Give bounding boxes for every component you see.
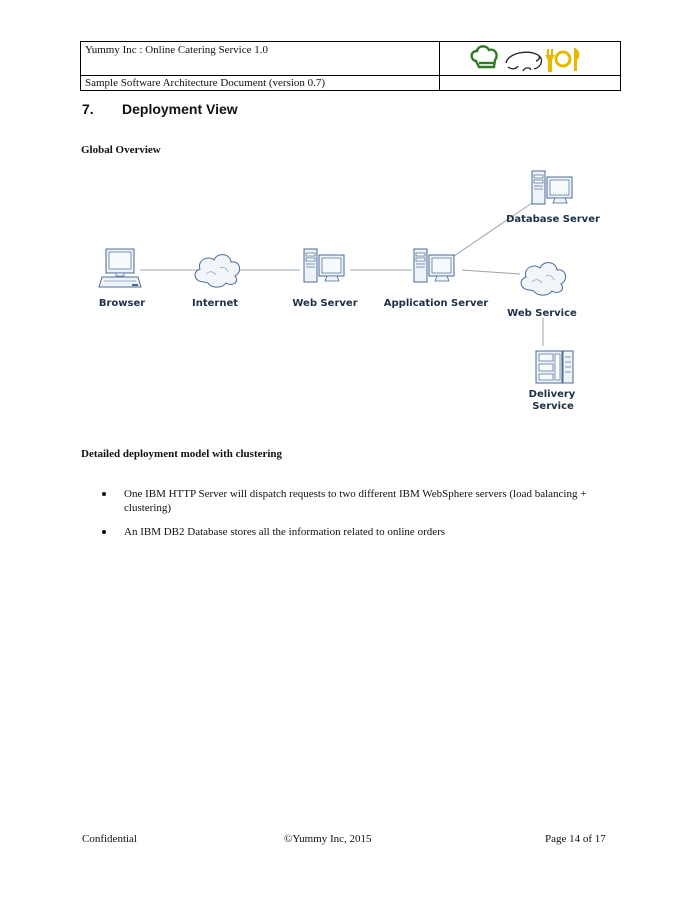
bullet-dot-icon [102,492,106,496]
label-database-server: Database Server [506,214,600,225]
header-logo-cell [440,42,621,76]
deployment-diagram [80,160,620,420]
delivery-service-node [529,351,576,412]
label-internet: Internet [191,298,239,309]
server-tower-icon [304,249,344,282]
header-empty-cell [440,76,621,91]
label-browser: Browser [98,298,146,309]
section-heading [82,101,238,117]
footer-copyright: ©Yummy Inc, 2015 [284,833,372,845]
database-server-node [506,171,600,225]
cloud-icon [521,263,566,296]
application-server-node [384,249,488,309]
bullet-item [100,487,620,515]
subheading-global-overview: Global Overview [81,144,161,156]
label-delivery-line2: Service [532,401,574,412]
bullet-text: One IBM HTTP Server will dispatch requests to two different IBM WebSphere servers (load balancing + clustering) [124,488,587,514]
plate-icon [506,52,541,71]
web-server-node [292,249,357,309]
header-title: Yummy Inc : Online Catering Service 1.0 [81,42,440,76]
computer-icon [99,249,141,287]
footer-confidential: Confidential [82,833,137,845]
cutlery-plate-icon [556,52,570,66]
bullet-dot-icon [102,530,106,534]
footer-page-number: Page 14 of 17 [545,833,606,845]
chef-hat-icon [472,46,497,67]
browser-node [99,249,145,309]
bullet-text: An IBM DB2 Database stores all the information related to online orders [124,526,446,538]
internet-node [192,255,240,309]
document-header [80,41,621,91]
bullet-item [100,525,620,539]
section-title: Deployment View [122,101,238,117]
server-tower-icon [532,171,572,204]
server-tower-icon [414,249,454,282]
cloud-icon [195,255,240,288]
section-number: 7. [82,101,94,117]
server-rack-icon [536,351,573,383]
label-delivery-line1: Delivery [528,389,576,400]
fork-icon [547,49,553,71]
label-application-server: Application Server [383,298,489,309]
logo-icon [468,43,588,75]
subheading-detailed-model: Detailed deployment model with clustering [81,448,283,460]
header-subtitle: Sample Software Architecture Document (version 0.7) [81,76,440,91]
web-service-node [507,263,577,319]
knife-icon [574,48,579,71]
label-web-server: Web Server [292,298,358,309]
bullet-list [100,487,620,549]
label-web-service: Web Service [507,308,577,319]
